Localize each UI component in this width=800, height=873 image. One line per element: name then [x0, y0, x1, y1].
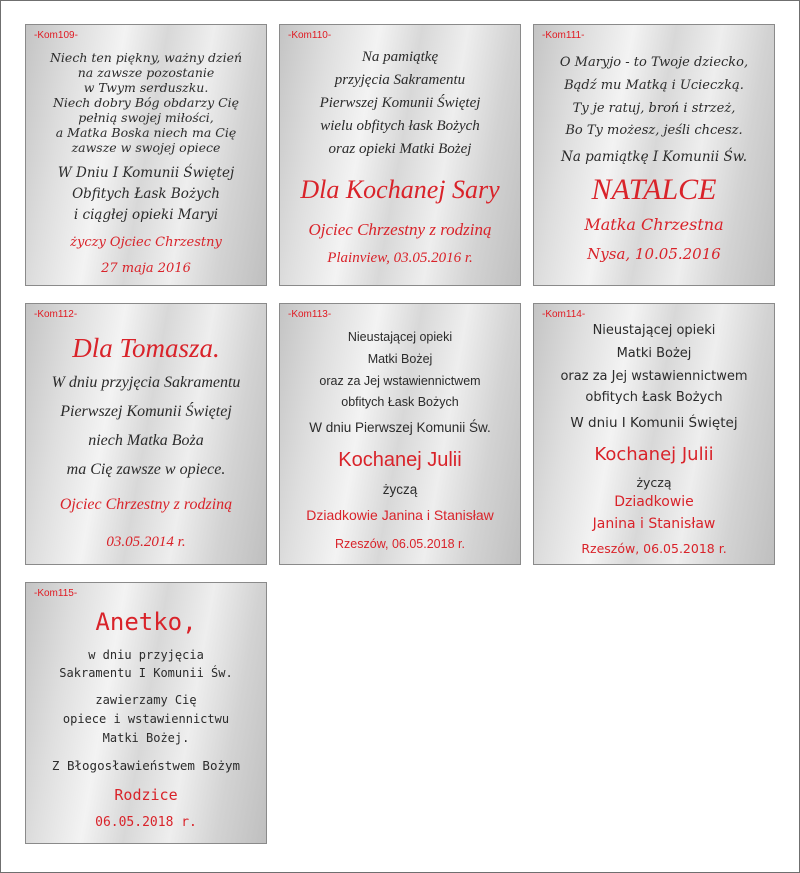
- plaque-text-line: a Matka Boska niech ma Cię: [55, 125, 237, 140]
- plaque-text-line: zawsze w swojej opiece: [71, 140, 221, 155]
- plaque-text-line: Matki Bożej: [616, 346, 692, 361]
- plaque-text-line: Bądź mu Matką i Ucieczką.: [564, 78, 744, 93]
- plaque-code: -Kom110-: [288, 30, 332, 41]
- plaque-text-line: ma Cię zawsze w opiece.: [66, 461, 226, 478]
- plaque-date: 03.05.2014 r.: [106, 534, 186, 550]
- plaque-kom113: [279, 303, 521, 565]
- plaque-text-line: Obfitych Łask Bożych: [72, 186, 220, 202]
- plaque-kom111: [533, 24, 775, 286]
- plaque-kom114: [533, 303, 775, 565]
- plaque-kom115: [25, 582, 267, 844]
- plaque-text-line: W Dniu I Komunii Świętej: [57, 165, 235, 181]
- plaque-text-line: Matki Bożej.: [102, 731, 190, 745]
- plaque-text-line: w dniu przyjęcia: [88, 648, 204, 662]
- plaque-signature: Dziadkowie: [614, 494, 694, 510]
- plaque-text-line: Pierwszej Komunii Świętej: [60, 403, 232, 420]
- plaque-signature: życzy Ojciec Chrzestny: [70, 235, 222, 250]
- plaque-text-line: życzą: [636, 475, 672, 490]
- plaque-text-line: Bo Ty możesz, jeśli chcesz.: [565, 123, 743, 138]
- plaque-signature: Ojciec Chrzestny z rodziną: [308, 220, 492, 239]
- plaque-signature: Janina i Stanisław: [592, 516, 716, 532]
- plaque-text-line: oraz za Jej wstawiennictwem: [560, 369, 748, 384]
- plaque-text-line: zawierzamy Cię: [95, 693, 197, 707]
- plaque-recipient: Dla Kochanej Sary: [300, 175, 500, 204]
- plaque-recipient: Kochanej Julii: [594, 444, 714, 465]
- plaque-text-line: Matki Bożej: [367, 352, 433, 366]
- plaque-text-line: oraz za Jej wstawiennictwem: [319, 374, 481, 388]
- plaque-kom112: [25, 303, 267, 565]
- plaque-signature: Dziadkowie Janina i Stanisław: [306, 507, 494, 523]
- plaque-recipient: Kochanej Julii: [338, 449, 462, 471]
- plaque-date: 06.05.2018 r.: [95, 815, 197, 830]
- plaque-text-line: Niech ten piękny, ważny dzień: [49, 50, 243, 65]
- plaque-recipient: Dla Tomasza.: [72, 333, 220, 363]
- plaque-text-line: Na pamiątkę: [361, 49, 439, 65]
- plaque-kom110: [279, 24, 521, 286]
- plaque-kom109: [25, 24, 267, 286]
- plaque-text-line: Nieustającej opieki: [592, 323, 716, 338]
- plaque-date: Rzeszów, 06.05.2018 r.: [335, 537, 465, 551]
- plaque-text-line: Pierwszej Komunii Świętej: [319, 95, 481, 111]
- plaque-text-line: Na pamiątkę I Komunii Św.: [561, 149, 747, 165]
- plaque-text-line: W dniu Pierwszej Komunii Św.: [309, 420, 491, 435]
- plaque-code: -Kom112-: [34, 309, 78, 320]
- plaque-text-line: niech Matka Boża: [88, 432, 204, 449]
- plaque-text-line: i ciągłej opieki Maryi: [73, 207, 219, 223]
- plaque-date: Plainview, 03.05.2016 r.: [327, 250, 473, 266]
- plaque-date: 27 maja 2016: [101, 261, 191, 276]
- plaque-code: -Kom109-: [34, 30, 78, 41]
- plaque-code: -Kom111-: [542, 30, 585, 41]
- plaque-text-line: O Maryjo - to Twoje dziecko,: [559, 55, 749, 70]
- plaque-signature: Matka Chrzestna: [584, 215, 724, 234]
- plaque-text-line: W dniu przyjęcia Sakramentu: [51, 374, 241, 391]
- plaque-text-line: na zawsze pozostanie: [77, 65, 215, 80]
- plaque-text-line: Niech dobry Bóg obdarzy Cię: [52, 95, 240, 110]
- plaque-date: Nysa, 10.05.2016: [587, 245, 721, 263]
- plaque-text-line: obfitych Łask Bożych: [585, 390, 723, 405]
- plaque-code: -Kom115-: [34, 588, 78, 599]
- plaque-text-line: Z Błogosławieństwem Bożym: [51, 758, 241, 773]
- plaque-text-line: Nieustającej opieki: [347, 330, 453, 344]
- plaque-recipient: NATALCE: [591, 173, 717, 206]
- plaque-text-line: Sakramentu I Komunii Św.: [59, 666, 233, 680]
- plaque-text-line: wielu obfitych łask Bożych: [320, 118, 480, 134]
- plaque-text-line: oraz opieki Matki Bożej: [328, 141, 472, 157]
- plaque-text-line: opiece i wstawiennictwu: [62, 712, 230, 726]
- plaque-signature: Ojciec Chrzestny z rodziną: [59, 496, 233, 513]
- plaque-code: -Kom114-: [542, 309, 586, 320]
- plaque-text-line: życzą: [382, 482, 418, 497]
- plaque-text-line: w Twym serduszku.: [83, 80, 209, 95]
- plaque-signature: Rodzice: [114, 786, 178, 804]
- plaque-recipient: Anetko,: [95, 608, 197, 636]
- plaque-text-line: przyjęcia Sakramentu: [334, 72, 466, 88]
- plaque-code: -Kom113-: [288, 309, 332, 320]
- plaque-text-line: W dniu I Komunii Świętej: [570, 415, 738, 431]
- plaque-text-line: Ty je ratuj, broń i strzeż,: [572, 101, 736, 116]
- plaque-text-line: pełnią swojej miłości,: [78, 110, 214, 125]
- plaque-date: Rzeszów, 06.05.2018 r.: [581, 541, 727, 556]
- plaque-text-line: obfitych Łask Bożych: [341, 395, 459, 409]
